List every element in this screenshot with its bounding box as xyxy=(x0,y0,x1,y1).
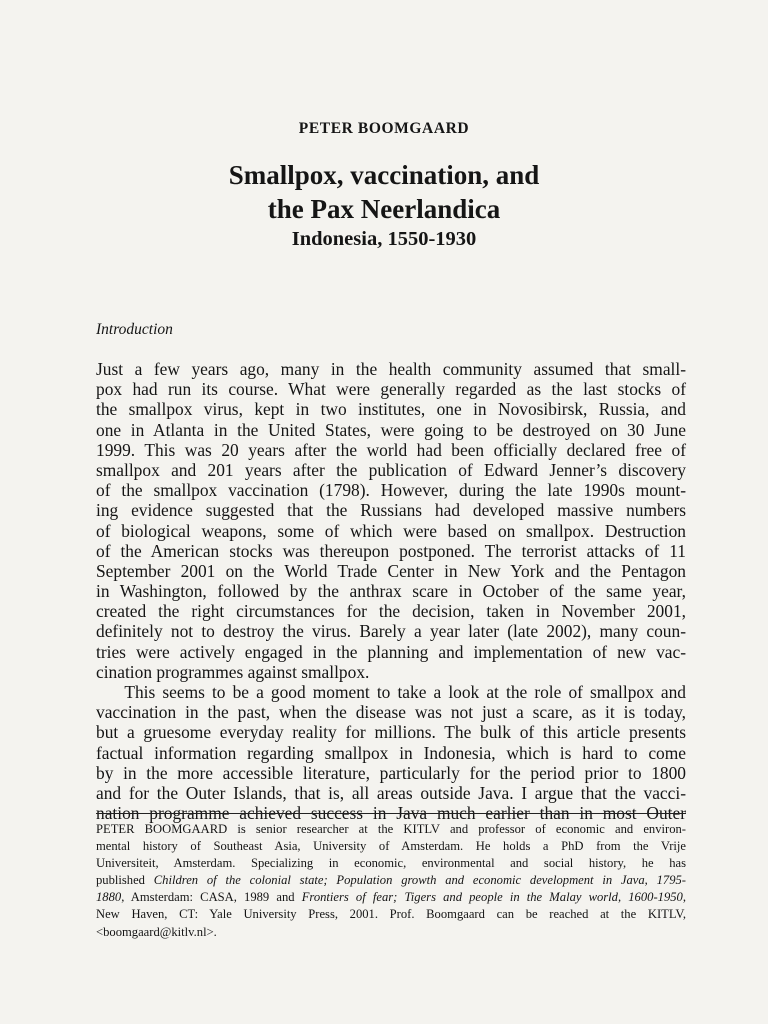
body-line: vaccination in the past, when the disease was not just a scare, as it is today, xyxy=(96,702,686,723)
book-title-frontiers: Frontiers of fear; Tigers and people in the Malay world, 1600-1950 xyxy=(301,890,683,905)
body-line: This seems to be a good moment to take a look at the role of smallpox and xyxy=(96,682,686,702)
body-line: the smallpox virus, kept in two institutes, one in Novosibirsk, Russia, and xyxy=(96,399,686,420)
body-line: but a gruesome everyday reality for millions. The bulk of this article presents xyxy=(96,722,686,743)
footnote-text: , xyxy=(682,890,686,905)
author-footnote xyxy=(96,821,686,941)
footnote-text: , Amsterdam: CASA, 1989 and xyxy=(121,890,302,905)
body-line: of biological weapons, some of which were based on smallpox. Destruction xyxy=(96,520,686,541)
body-line: nation programme achieved success in Java much earlier than in most Outer xyxy=(96,803,686,824)
body-line: smallpox and 201 years after the publication of Edward Jenner’s discovery xyxy=(96,459,686,480)
body-line: pox had run its course. What were generally regarded as the last stocks of xyxy=(96,379,686,400)
body-line: ing evidence suggested that the Russians had developed massive numbers xyxy=(96,500,686,521)
author-name: PETER BOOMGAARD xyxy=(298,120,470,137)
body-line: of the American stocks was thereupon postponed. The terrorist attacks of 11 xyxy=(96,540,686,561)
body-line: September 2001 on the World Trade Center in New York and the Pentagon xyxy=(96,560,686,581)
body-line: cination programmes against smallpox. xyxy=(96,661,370,682)
book-title-year: 1880 xyxy=(96,890,122,905)
body-line: created the right circumstances for the decision, taken in November 2001, xyxy=(96,601,686,622)
body-line: in Washington, followed by the anthrax scare in October of the same year, xyxy=(96,581,686,602)
title-line-2: the Pax Neerlandica xyxy=(267,194,501,224)
title-line-1: Smallpox, vaccination, and xyxy=(228,160,540,190)
body-line: and for the Outer Islands, that is, all areas outside Java. I argue that the vacci- xyxy=(96,782,686,803)
footnote-line xyxy=(96,872,686,889)
footnote-line: PETER BOOMGAARD is senior researcher at the KITLV and professor of economic and environ- xyxy=(96,822,686,836)
section-heading: Introduction xyxy=(96,321,173,338)
footnote-line: New Haven, CT: Yale University Press, 2001. Prof. Boomgaard can be reached at the KITLV, xyxy=(96,907,686,922)
body-line: definitely not to destroy the virus. Barely a year later (late 2002), many coun- xyxy=(96,621,686,642)
footnote-line: mental history of Southeast Asia, University of Amsterdam. He holds a PhD from the Vrije xyxy=(96,839,686,854)
article-subtitle: Indonesia, 1550-1930 xyxy=(291,228,477,250)
body-line: of the smallpox vaccination (1798). However, during the late 1990s mount- xyxy=(96,480,686,501)
body-line: one in Atlanta in the United States, were going to be destroyed on 30 June xyxy=(96,419,686,440)
footnote-divider xyxy=(96,813,686,814)
body-line: tries were actively engaged in the planning and implementation of new vac- xyxy=(96,641,686,662)
footnote-text: published xyxy=(96,873,154,888)
body-line: factual information regarding smallpox in Indonesia, which is hard to come xyxy=(96,742,686,763)
footnote-line xyxy=(96,889,686,906)
footnote-email: <boomgaard@kitlv.nl>. xyxy=(96,924,217,939)
body-text xyxy=(96,359,686,823)
book-title-children: Children of the colonial state; Population growth and economic development in Java, 1795- xyxy=(153,873,686,888)
footnote-line: Universiteit, Amsterdam. Specializing in economic, environmental and social history, he has xyxy=(96,856,686,871)
body-line: 1999. This was 20 years after the world had been officially declared free of xyxy=(96,439,686,460)
article-title xyxy=(0,158,768,226)
body-line: by in the more accessible literature, particularly for the period prior to 1800 xyxy=(96,762,686,783)
body-line: Just a few years ago, many in the health community assumed that small- xyxy=(96,359,686,379)
